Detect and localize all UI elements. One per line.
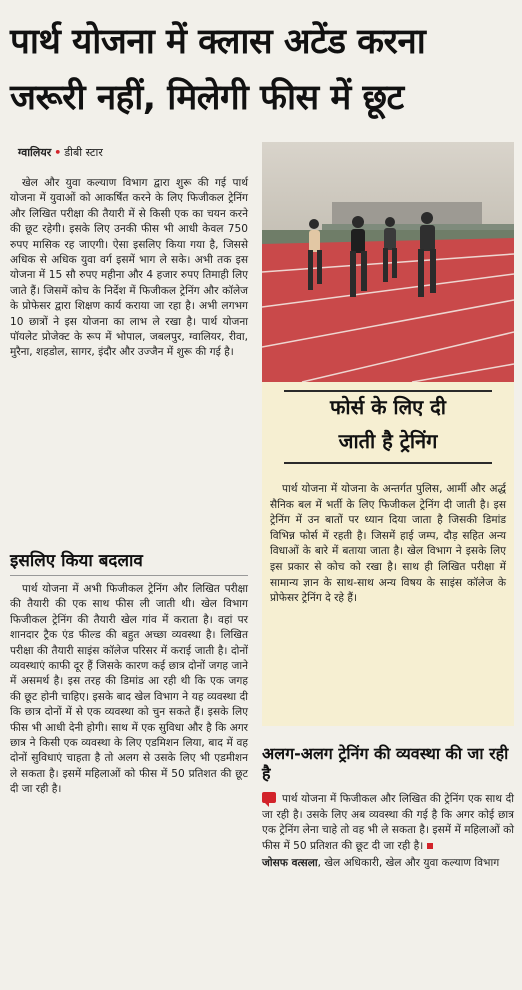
box-body [270,482,506,607]
headline-line-2: जरूरी नहीं, मिलेगी फीस में छूट [10,78,404,118]
quote-name: जोसफ वत्सला [262,857,318,870]
dateline-source: डीबी स्टार [64,146,103,159]
runners-photo [262,142,514,382]
dateline-city: ग्वालियर [18,146,52,159]
quote-paragraph [262,792,514,854]
section-column [10,582,248,798]
box-title-line-1: फोर्स के लिए दी [330,395,446,419]
track-image [262,142,514,382]
box-title [262,390,514,458]
speech-bubble-icon [262,792,276,803]
intro-paragraph: खेल और युवा कल्याण विभाग द्वारा शुरू की गई पार्थ योजना में युवाओं को आकर्षित करने के लिए फिजीकल ट्रेनिंग और लिखित परीक्षा की तैयारी में से किसी एक का चयन करने की छूट रहेगी। इसके लिए उनकी फीस भी आधी केवल 750 रुपए मासिक रह जाएगी। ऐसा इसलिए किया गया है, जिससे अधिक से अधिक युवा वर्ग इसमें भाग ले सके। अभी तक इस योजना में 15 सौ रुपए महीना और 4 हजार रुपए तिमाही लिए जाते हैं। जिसमें कोच के निर्देश में फिजीकल ट्रेनिंग और कॉलेज के प्रोफेसर द्वारा शिक्षण कार्य कराया जा रहा है। अभी लगभग 10 छात्रों ने इस योजना का लाभ ले रखा है। पार्थ योजना पॉयलेट प्रोजेक्ट के रूप में भोपाल, जबलपुर, ग्वालियर, रीवा, मुरैना, शहडोल, सागर, इंदौर और उज्जैन में शुरू की गई है। [10,177,248,359]
intro-column [10,176,248,361]
section-subhead: इसलिए किया बदलाव [10,548,248,576]
box-title-line-2: जाती है ट्रेनिंग [338,429,438,453]
quote-text: पार्थ योजना में फिजीकल और लिखित की ट्रेनिंग एक साथ दी जा रही है। उसके लिए अब व्यवस्था की गई है कि अगर कोई छात्र एक ट्रेनिंग लेना चाहे तो वह भी ले सकता है। इसमें में महिलाओं को फीस में 50 प्रतिशत की छूट दी जा रही है। [262,793,514,852]
end-mark-icon [427,843,433,849]
quote-designation: , खेल अधिकारी, खेल और युवा कल्याण विभाग [317,857,500,870]
quote-heading: अलग-अलग ट्रेनिंग की व्यवस्था की जा रही है [262,744,509,783]
sidebar-box [262,382,514,726]
headline-line-1: पार्थ योजना में क्लास अटेंड करना [10,22,426,62]
headline [10,14,514,126]
quote-byline [262,856,514,872]
quote-block [262,792,514,872]
section-paragraph: पार्थ योजना में अभी फिजीकल ट्रेनिंग और लिखित परीक्षा की तैयारी की एक साथ फीस ली जाती थी। खेल विभाग फिजीकल ट्रेनिंग की तैयारी खेल गांव में कराता है। वहां पर शानदार ट्रैक एंड फील्ड की बहुत अच्छा व्यवस्था है। लिखित परीक्षा की तैयारी साइंस कॉलेज परिसर में कराई जाती है। दोनों व्यवस्थाएं काफी दूर हैं जिसके कारण कई छात्र दोनों जगह जाने में असमर्थ है। इस तरह की डिमांड आ रही थी कि एक जगह की छूट होनी चाहिए। इसके बाद खेल विभाग ने यह व्यवस्था दी कि छात्र दोनों में से एक व्यवस्था को चुन सकते हैं। इसके लिए फीस भी आधी देनी होगी। साथ में एक सुविधा और है कि अगर छात्र ने किसी एक व्यवस्था के लिए एडमिशन लिया, बाद में वह दोनों सुविधाएं चाहता है तो अलग से उसके लिए भी एडमीशन ले सकता है। इसमें महिलाओं को फीस में 50 प्रतिशत की छूट दी जा रही है। [10,583,248,796]
red-dot-icon: • [54,146,62,159]
box-paragraph: पार्थ योजना में योजना के अन्तर्गत पुलिस, आर्मी और अर्द्ध सैनिक बल में भर्ती के लिए फिजीकल ट्रेनिंग दी जाती है। इस ट्रेनिंग में उन बातों पर ध्यान दिया जाता है जिसकी डिमांड विभिन्न फोर्स में रहती है। जिसमें हाई जम्प, दौड़ सहित अन्य विधाओं के बारे में बताया जाता है। खेल विभाग ने इसके लिए इस प्रकार से कोच को रखा है। साथ ही लिखित परीक्षा में सामान्य ज्ञान के साथ-साथ अन्य विषय के साइंस कॉलेज के प्रोफेसर ट्रेनिंग दे रहे हैं। [270,483,506,605]
box-rule-bottom [284,462,492,464]
dateline [18,145,103,160]
